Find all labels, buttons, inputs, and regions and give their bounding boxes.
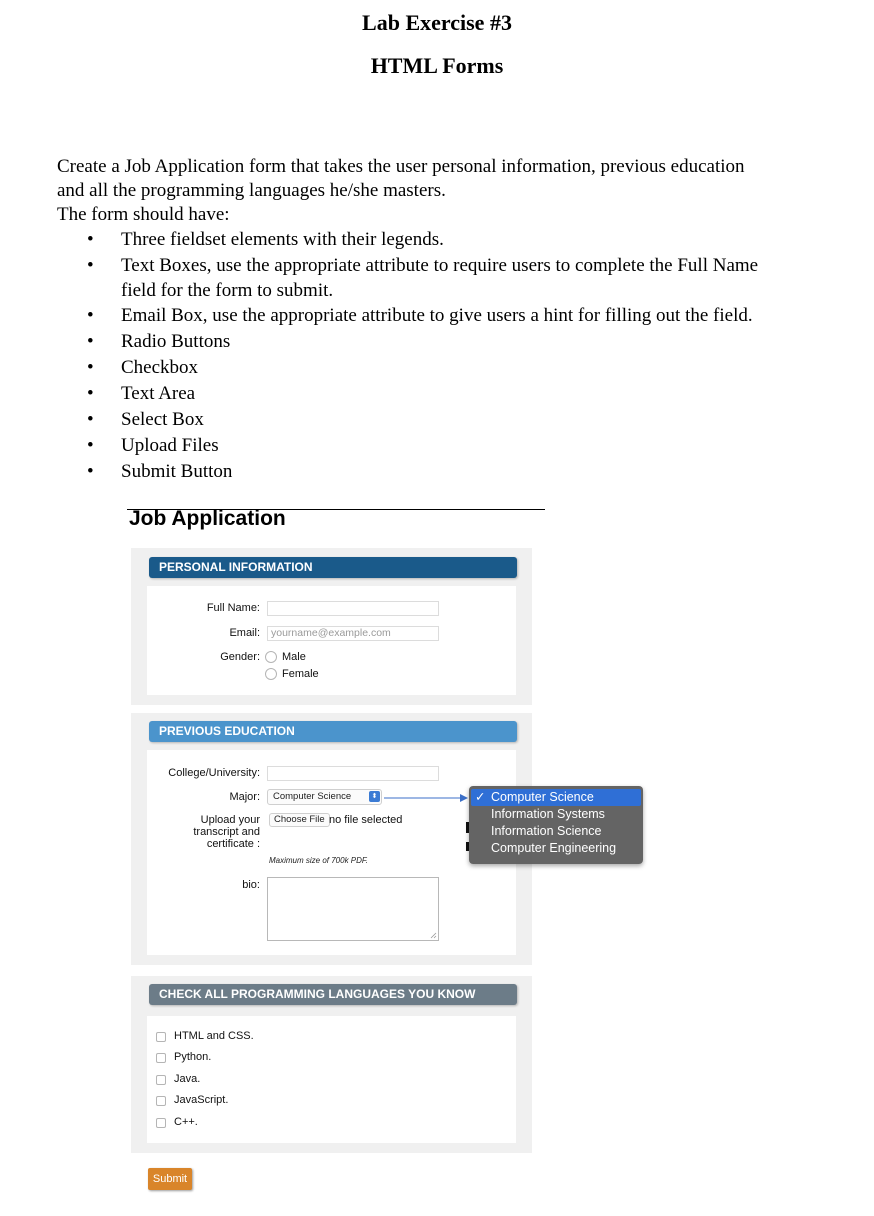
bio-textarea[interactable]: [267, 877, 439, 941]
document-title: Lab Exercise #3: [362, 10, 512, 35]
language-label-html-css: HTML and CSS.: [174, 1030, 254, 1042]
language-label-javascript: JavaScript.: [174, 1094, 229, 1106]
bullet-icon: •: [87, 331, 94, 352]
intro-line-3: The form should have:: [57, 204, 230, 225]
major-label: Major:: [229, 791, 260, 803]
language-checkbox-java[interactable]: [156, 1075, 166, 1085]
major-dropdown-menu: [469, 786, 643, 864]
intro-line-2: and all the programming languages he/she masters.: [57, 180, 446, 201]
language-checkbox-cpp[interactable]: [156, 1118, 166, 1128]
bullet-icon: •: [87, 357, 94, 378]
select-arrows-icon: ⬍: [369, 791, 380, 802]
no-file-selected-text: no file selected: [329, 814, 403, 826]
major-option-computer-science[interactable]: ✓ Computer Science: [471, 789, 641, 806]
languages-legend: CHECK ALL PROGRAMMING LANGUAGES YOU KNOW: [149, 984, 517, 1005]
gender-male-label: Male: [282, 651, 306, 663]
major-select-value: Computer Science: [273, 791, 352, 802]
requirements-list: [57, 227, 841, 485]
full-name-input[interactable]: [267, 601, 439, 616]
list-item: • Checkbox: [57, 355, 841, 381]
college-label: College/University:: [168, 767, 260, 779]
intro-line-1: Create a Job Application form that takes the user personal information, previous education: [57, 156, 745, 177]
language-label-cpp: C++.: [174, 1116, 198, 1128]
document-subtitle: HTML Forms: [370, 53, 504, 78]
full-name-label: Full Name:: [206, 602, 260, 614]
email-label: Email:: [229, 627, 260, 639]
bullet-icon: •: [87, 305, 94, 326]
language-checkbox-javascript[interactable]: [156, 1096, 166, 1106]
language-label-java: Java.: [174, 1073, 201, 1085]
list-item: • Text Boxes, use the appropriate attribute to require users to complete the Full Name field for the form to submit.: [87, 255, 759, 301]
bullet-icon: •: [87, 229, 94, 250]
language-label-python: Python.: [174, 1051, 212, 1063]
bullet-icon: •: [87, 435, 94, 456]
resize-handle-icon[interactable]: [430, 932, 437, 939]
college-input[interactable]: [267, 766, 439, 781]
personal-legend: PERSONAL INFORMATION: [149, 557, 517, 578]
major-option-information-systems[interactable]: Information Systems: [491, 807, 605, 821]
callout-arrow-icon: [384, 792, 470, 804]
bio-label: bio:: [242, 879, 260, 891]
bullet-icon: •: [87, 255, 94, 276]
bullet-icon: •: [87, 461, 94, 482]
gender-female-radio[interactable]: [265, 668, 277, 680]
list-item: • Submit Button: [57, 459, 841, 485]
submit-button[interactable]: Submit: [148, 1168, 192, 1190]
email-input[interactable]: yourname@example.com: [267, 626, 439, 641]
gender-male-radio[interactable]: [265, 651, 277, 663]
gender-label: Gender:: [220, 651, 260, 663]
bullet-icon: •: [87, 383, 94, 404]
choose-file-button[interactable]: Choose File: [269, 813, 330, 827]
list-item: • Upload Files: [57, 433, 841, 459]
major-option-computer-engineering[interactable]: Computer Engineering: [491, 841, 617, 855]
bullet-icon: •: [87, 409, 94, 430]
list-item: • Text Area: [57, 381, 841, 407]
list-item: • Radio Buttons: [57, 329, 841, 355]
language-checkbox-html-css[interactable]: [156, 1032, 166, 1042]
language-checkbox-python[interactable]: [156, 1053, 166, 1063]
upload-label: Upload your transcript and certificate :: [193, 814, 260, 850]
education-legend: PREVIOUS EDUCATION: [149, 721, 517, 742]
form-title: Job Application: [129, 507, 286, 530]
major-option-information-science[interactable]: Information Science: [491, 824, 602, 838]
list-item: • Email Box, use the appropriate attribute to give users a hint for filling out the field.: [57, 303, 841, 329]
list-item: • Select Box: [57, 407, 841, 433]
gender-female-label: Female: [282, 668, 319, 680]
list-item: • Three fieldset elements with their legends.: [57, 227, 841, 253]
checkmark-icon: ✓: [475, 790, 486, 804]
major-select[interactable]: [267, 789, 382, 805]
max-size-note: Maximum size of 700k PDF.: [269, 856, 368, 865]
